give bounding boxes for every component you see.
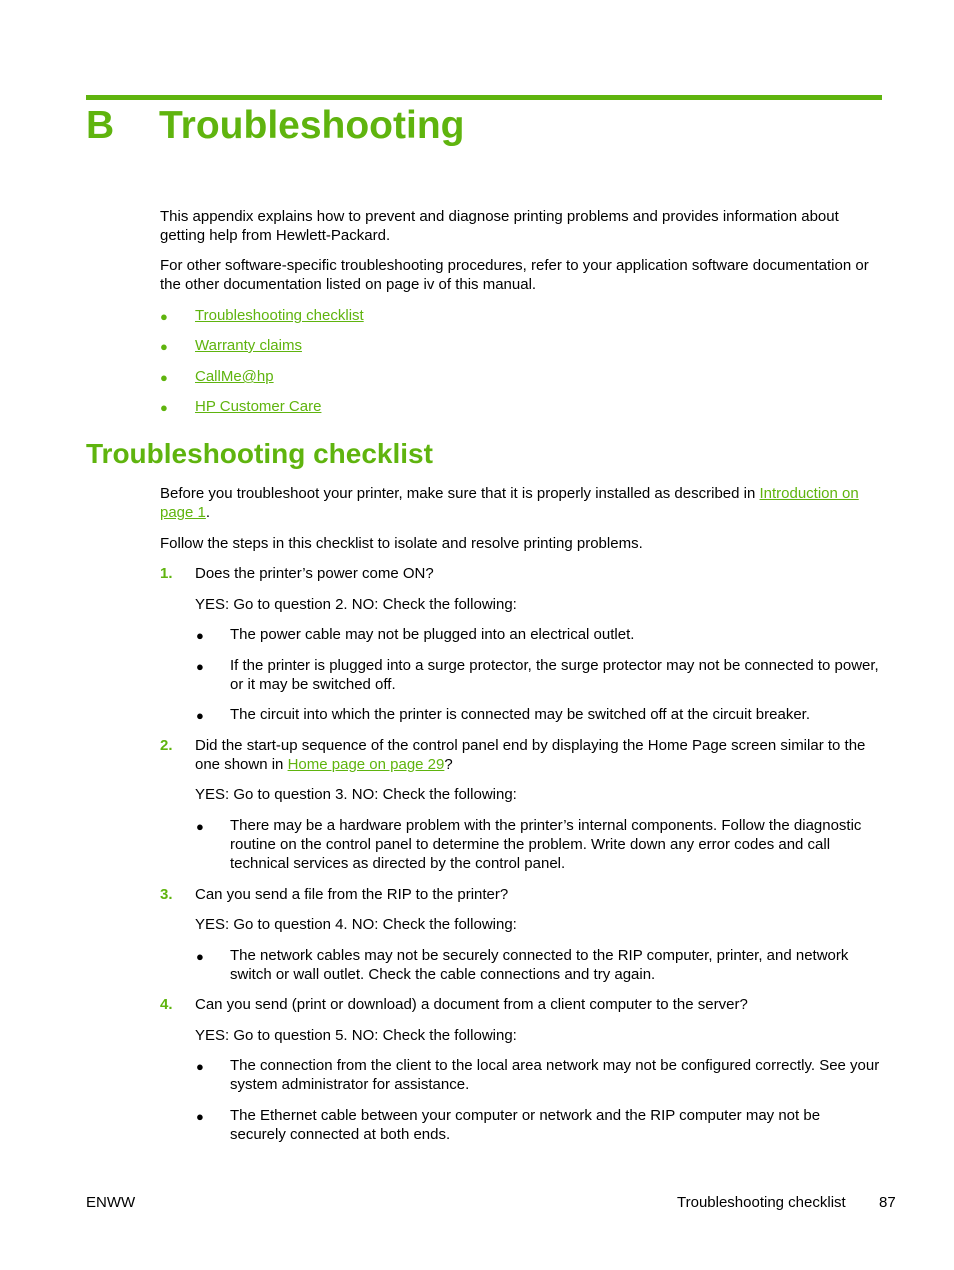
step-bullet: If the printer is plugged into a surge protector, the surge protector may not be connected to power, or it may be switched off.: [230, 657, 879, 693]
footer-section: Troubleshooting checklist: [677, 1194, 846, 1211]
bullet-icon: ●: [196, 708, 204, 723]
step-question: Does the printer’s power come ON?: [195, 565, 434, 582]
chapter-letter: B: [86, 104, 115, 147]
toc-link-callme-hp[interactable]: CallMe@hp: [195, 368, 274, 385]
step-bullet: There may be a hardware problem with the printer’s internal components. Follow the diagnostic routine on the control panel to determine the problem. Write down any error codes and call technical services as directed by the control panel.: [230, 817, 862, 872]
chapter-heading: [86, 101, 464, 151]
toc-link-warranty-claims[interactable]: Warranty claims: [195, 337, 302, 354]
section-follow: Follow the steps in this checklist to isolate and resolve printing problems.: [160, 535, 643, 552]
intro-paragraph-1: This appendix explains how to prevent and diagnose printing problems and provides information about getting help from Hewlett-Packard.: [160, 208, 839, 244]
section-title: Troubleshooting checklist: [86, 438, 433, 469]
step-question-text: Did the start-up sequence of the control panel end by displaying the Home Page screen similar to the one shown in: [195, 737, 866, 773]
step-bullet: The power cable may not be plugged into an electrical outlet.: [230, 626, 635, 643]
home-page-link[interactable]: Home page on page 29: [287, 756, 445, 773]
step-bullet: The circuit into which the printer is connected may be switched off at the circuit breaker.: [230, 706, 811, 723]
toc-link-hp-customer-care[interactable]: HP Customer Care: [195, 398, 322, 415]
bullet-icon: ●: [160, 339, 168, 354]
step-question: [195, 736, 885, 774]
step-question: Can you send a file from the RIP to the printer?: [195, 886, 509, 903]
step-number: 2.: [160, 737, 173, 754]
bullet-icon: ●: [196, 659, 204, 674]
chapter-title: Troubleshooting: [159, 104, 465, 147]
step-number: 1.: [160, 565, 173, 582]
footer-left: ENWW: [86, 1194, 136, 1211]
section-lead-suffix: .: [205, 504, 211, 521]
chapter-rule: [86, 95, 882, 100]
section-lead-text: Before you troubleshoot your printer, make sure that it is properly installed as described in: [160, 485, 760, 502]
step-yes-no: YES: Go to question 2. NO: Check the following:: [195, 596, 517, 613]
step-yes-no: YES: Go to question 3. NO: Check the following:: [195, 786, 517, 803]
toc-link-troubleshooting-checklist[interactable]: Troubleshooting checklist: [195, 307, 364, 324]
step-bullet: The network cables may not be securely connected to the RIP computer, printer, and network switch or wall outlet. Check the cable connections and try again.: [230, 947, 849, 983]
bullet-icon: ●: [160, 370, 168, 385]
bullet-icon: ●: [160, 400, 168, 415]
step-number: 3.: [160, 886, 173, 903]
step-question-suffix: ?: [444, 756, 453, 773]
step-bullet: The Ethernet cable between your computer or network and the RIP computer may not be securely connected at both ends.: [230, 1107, 821, 1143]
bullet-icon: ●: [196, 949, 204, 964]
introduction-link[interactable]: Introduction on page 1: [160, 485, 859, 521]
section-lead: [160, 484, 875, 522]
step-number: 4.: [160, 996, 173, 1013]
intro-paragraph-2: For other software-specific troubleshooting procedures, refer to your application software documentation or the other documentation listed on page iv of this manual.: [160, 257, 869, 293]
bullet-icon: ●: [196, 819, 204, 834]
bullet-icon: ●: [196, 1059, 204, 1074]
page-number: 87: [879, 1194, 896, 1211]
step-bullet: The connection from the client to the local area network may not be configured correctly. See your system administrator for assistance.: [230, 1057, 880, 1093]
bullet-icon: ●: [196, 1109, 204, 1124]
bullet-icon: ●: [196, 628, 204, 643]
bullet-icon: ●: [160, 309, 168, 324]
step-question: Can you send (print or download) a document from a client computer to the server?: [195, 996, 748, 1013]
step-yes-no: YES: Go to question 5. NO: Check the following:: [195, 1027, 517, 1044]
step-yes-no: YES: Go to question 4. NO: Check the following:: [195, 916, 517, 933]
